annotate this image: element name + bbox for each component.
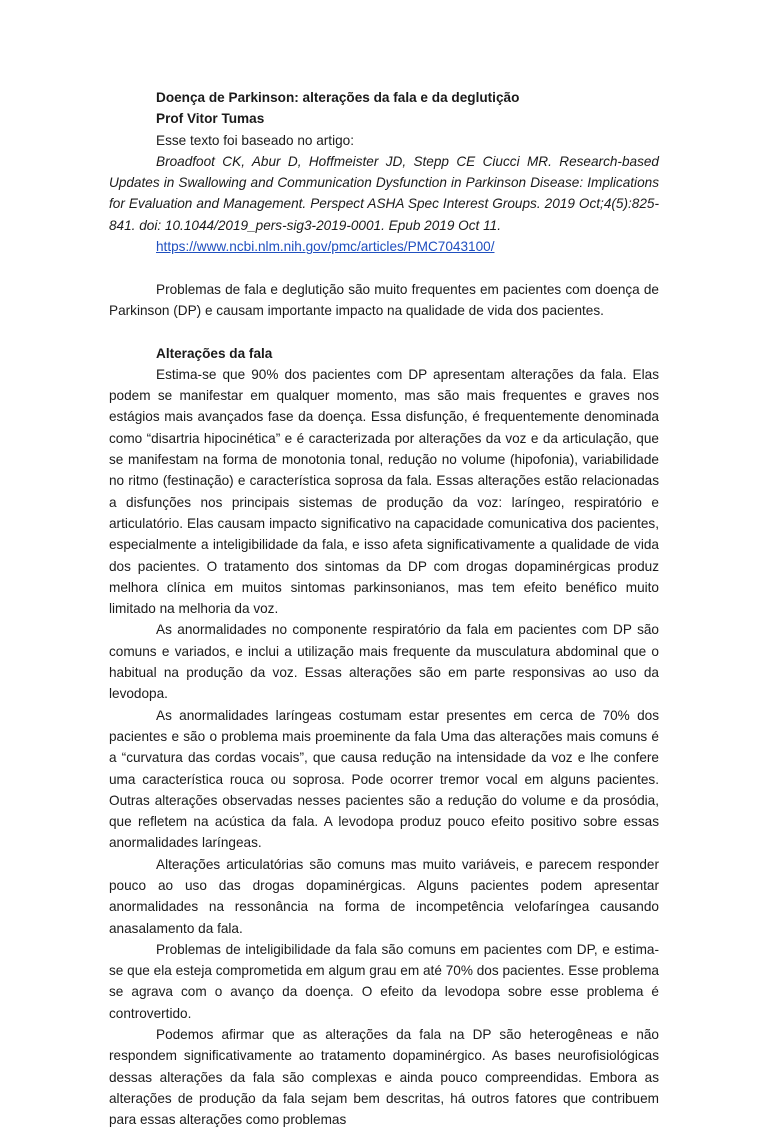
paragraph: Podemos afirmar que as alterações da fala na DP são heterogêneas e não respondem significativamente ao tratamento dopaminérgico. As bases neurofisiológicas dessas alterações da fala são complexas e ainda pouco compreendidas. Embora as alterações de produção da fala sejam bem descritas, há outros fatores que contribuem para essas alterações como problemas: [109, 1027, 659, 1128]
intro-paragraph: Problemas de fala e deglutição são muito frequentes em pacientes com doença de Parkinson (DP) e causam importante impacto na qualidade de vida dos pacientes.: [109, 281, 659, 318]
doc-based-on: Esse texto foi baseado no artigo:: [156, 132, 354, 148]
paragraph: Problemas de inteligibilidade da fala são comuns em pacientes com DP, e estima-se que ela esteja comprometida em algum grau em até 70% dos pacientes. Esse problema se agrava com o avanço da doença. O efeito da levodopa sobre esse problema é controvertido.: [109, 941, 659, 1021]
article-link[interactable]: https://www.ncbi.nlm.nih.gov/pmc/articles/PMC7043100/: [156, 239, 495, 255]
doc-author: Prof Vitor Tumas: [156, 111, 265, 127]
spacer: [109, 321, 659, 342]
doc-link-line: [109, 236, 659, 257]
paragraph: Alterações articulatórias são comuns mas muito variáveis, e parecem responder pouco ao uso das drogas dopaminérgicas. Alguns pacientes podem apresentar anormalidades na ressonância na forma de incompetência velofaríngea causando anasalamento da fala.: [109, 856, 659, 936]
paragraph: As anormalidades no componente respiratório da fala em pacientes com DP são comuns e variados, e inclui a utilização mais frequente da musculatura abdominal que o habitual na produção da voz. Essas alterações são em parte responsivas ao uso da levodopa.: [109, 622, 659, 702]
doc-title: Doença de Parkinson: alterações da fala e da deglutição: [156, 90, 520, 105]
doc-citation: Broadfoot CK, Abur D, Hoffmeister JD, Stepp CE Ciucci MR. Research-based Updates in Swallowing and Communication Dysfunction in Parkinson Disease: Implications for Evaluation and Management. Perspect ASHA Spec Interest Groups. 2019 Oct;4(5):825-841. doi: 10.1044/2019_pers-sig3-2019-0001. Epub 2019 Oct 11.: [109, 153, 659, 233]
paragraph: Estima-se que 90% dos pacientes com DP apresentam alterações da fala. Elas podem se manifestar em qualquer momento, mas são mais frequentes e graves nos estágios mais avançados fase da doença. Essa disfunção, é frequentemente denominada como “disartria hipocinética” e é caracterizada por alterações da voz e da articulação, que se manifestam na forma de monotonia tonal, redução no volume (hipofonia), variabilidade no ritmo (festinação) e característica soprosa da fala. Essas alterações estão relacionadas a disfunções nos principais sistemas de produção da voz: laríngeo, respiratório e articulatório. Elas causam impacto significativo na capacidade comunicativa dos pacientes, especialmente a inteligibilidade da fala, e isso afeta significativamente a qualidade de vida dos pacientes. O tratamento dos sintomas da DP com drogas dopaminérgicas produz melhora clínica em muitos sintomas parkinsonianos, mas tem efeito benéfico muito limitado na melhoria da voz.: [109, 366, 659, 617]
paragraph: As anormalidades laríngeas costumam estar presentes em cerca de 70% dos pacientes e são o problema mais proeminente da fala Uma das alterações mais comuns é a “curvatura das cordas vocais”, que causa redução na intensidade da voz e lhe confere uma característica rouca ou soprosa. Pode ocorrer tremor vocal em alguns pacientes. Outras alterações observadas nesses pacientes são a redução do volume e da prosódia, que refletem na acústica da fala. A levodopa produz pouco efeito positivo sobre essas anormalidades laríngeas.: [109, 707, 659, 851]
spacer: [109, 257, 659, 278]
section-title: Alterações da fala: [156, 345, 273, 361]
